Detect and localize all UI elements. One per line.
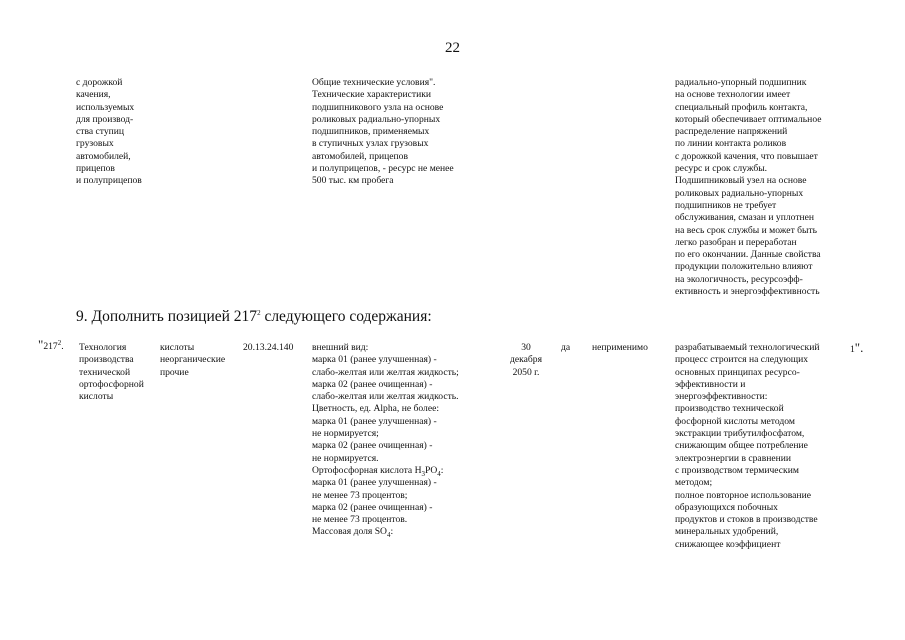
end-number: 1 — [850, 344, 855, 355]
text-line: производства — [79, 354, 134, 366]
text-line: неорганические — [160, 354, 226, 366]
text-line: слабо-желтая или желтая жидкость; — [312, 366, 459, 378]
flag-value: да — [561, 342, 571, 353]
text-line: подшипников не требует — [675, 199, 777, 211]
text-line: радиально-упорный подшипник — [675, 77, 807, 88]
text-line: кислоты — [160, 342, 195, 353]
text-line: процесс строится на следующих — [675, 354, 809, 366]
text-line: минеральных удобрений, — [675, 526, 779, 538]
text-line: автомобилей, — [76, 150, 131, 162]
page-number: 22 — [445, 40, 460, 56]
text-line: технической — [79, 366, 131, 378]
text-line: качения, — [76, 89, 111, 101]
text-line: с дорожкой — [76, 77, 123, 88]
heading-suffix: следующего содержания: — [260, 308, 432, 325]
text-line: 2050 г. — [512, 366, 540, 378]
technology-description — [675, 342, 820, 551]
text-line: на экологичность, ресурсоэфф- — [675, 273, 803, 285]
text-line: с производством термическим — [675, 464, 799, 476]
text-line: не менее 73 процентов; — [312, 489, 408, 501]
formula-prefix: Массовая доля SO — [312, 526, 387, 538]
text-line: роликовых радиально-упорных — [675, 187, 804, 199]
text-line: не нормируется; — [312, 428, 379, 440]
text-line: обслуживания, смазан и уплотнен — [675, 212, 815, 224]
formula-subscript: 4 — [387, 531, 391, 540]
text-line: специальный профиль контакта, — [675, 101, 808, 113]
text-line: по линии контакта роликов — [675, 138, 787, 150]
product-group — [160, 342, 225, 379]
text-line: и полуприцепов, - ресурс не менее — [312, 163, 454, 175]
top-col2-text — [312, 77, 454, 188]
text-line: Цветность, ед. Alpha, не более: — [312, 403, 440, 415]
formula-suffix: : — [440, 464, 444, 476]
heading-prefix: 9. Дополнить позицией 217 — [76, 308, 258, 325]
technology-name — [79, 342, 144, 403]
text-line: образующихся побочных — [675, 501, 778, 513]
text-line: прицепов — [76, 163, 115, 175]
text-line: в ступичных узлах грузовых — [312, 138, 429, 150]
text-line: фосфорной кислоты методом — [675, 415, 795, 427]
text-line: Технические характеристики — [312, 89, 432, 101]
opening-quote: " — [38, 337, 44, 352]
text-line: 500 тыс. км пробега — [312, 175, 394, 187]
text-line: 30 — [521, 342, 531, 353]
text-line: слабо-желтая или желтая жидкость. — [312, 391, 459, 403]
formula-suffix: : — [390, 526, 394, 538]
top-col1-text — [76, 77, 142, 188]
text-line: ства ступиц — [76, 126, 125, 138]
text-line: не менее 73 процентов. — [312, 514, 408, 526]
text-line: и полуприцепов — [76, 175, 142, 187]
deadline-date — [500, 342, 552, 379]
text-line: подшипникового узла на основе — [312, 101, 444, 113]
text-line: ективность и энергоэффективность — [675, 286, 820, 298]
text-line: эффективности и — [675, 378, 746, 390]
product-code: 20.13.24.140 — [243, 342, 294, 353]
heading-superscript: 2 — [257, 308, 261, 317]
end-marker — [850, 342, 863, 356]
formula-subscript: 4 — [437, 469, 441, 478]
text-line: продукции положительно влияют — [675, 261, 813, 273]
text-line: используемых — [76, 101, 135, 113]
text-line: с дорожкой качения, что повышает — [675, 150, 818, 162]
text-line-formula — [312, 465, 459, 477]
section-heading — [76, 308, 432, 326]
text-line-formula — [312, 526, 459, 538]
closing-quote: ". — [854, 340, 864, 355]
text-line: по его окончании. Данные свойства — [675, 249, 821, 261]
text-line: полное повторное использование — [675, 489, 811, 501]
text-line: экстракции трибутилфосфатом, — [675, 428, 805, 440]
text-line: Общие технические условия". — [312, 77, 436, 88]
product-specs — [312, 342, 459, 539]
text-line: не нормируется. — [312, 452, 379, 464]
text-line: производство технической — [675, 403, 784, 415]
position-number-value: 217 — [43, 341, 58, 352]
formula-prefix: Ортофосфорная кислота H — [312, 464, 422, 476]
text-line: прочие — [160, 366, 189, 378]
formula-mid: PO — [425, 464, 438, 476]
text-line: легко разобран и переработан — [675, 236, 797, 248]
text-line: ортофосфорной — [79, 378, 144, 390]
text-line: роликовых радиально-упорных — [312, 113, 441, 125]
text-line: энергоэффективности: — [675, 391, 768, 403]
text-line: распределение напряжений — [675, 126, 788, 138]
text-line: на весь срок службы и может быть — [675, 224, 818, 236]
text-line: внешний вид: — [312, 342, 369, 353]
text-line: грузовых — [76, 138, 114, 150]
text-line: Технология — [79, 342, 127, 353]
text-line: подшипников, применяемых — [312, 126, 430, 138]
text-line: марка 02 (ранее очищенная) - — [312, 378, 433, 390]
text-line: ресурс и срок службы. — [675, 163, 768, 175]
text-line: кислоты — [79, 391, 114, 403]
text-line: для производ- — [76, 113, 134, 125]
text-line: автомобилей, прицепов — [312, 150, 409, 162]
text-line: снижающим общее потребление — [675, 440, 808, 452]
formula-subscript: 3 — [421, 469, 426, 478]
text-line: на основе технологии имеет — [675, 89, 791, 101]
text-line: снижающее коэффициент — [675, 538, 781, 550]
position-number-suffix: . — [61, 341, 64, 352]
text-line: электроэнергии в сравнении — [675, 452, 792, 464]
position-number — [38, 339, 64, 353]
text-line: марка 01 (ранее улучшенная) - — [312, 477, 437, 489]
text-line: марка 02 (ранее очищенная) - — [312, 440, 433, 452]
text-line: методом; — [675, 477, 713, 489]
text-line: марка 01 (ранее улучшенная) - — [312, 354, 437, 366]
text-line: Подшипниковый узел на основе — [675, 175, 807, 187]
position-number-superscript: 2 — [57, 338, 62, 347]
text-line: декабря — [509, 354, 542, 366]
text-line: продуктов и стоков в производстве — [675, 514, 818, 526]
text-line: марка 01 (ранее улучшенная) - — [312, 415, 437, 427]
top-col3-text — [675, 77, 822, 298]
text-line: который обеспечивает оптимальное — [675, 113, 822, 125]
text-line: разрабатываемый технологический — [675, 342, 820, 353]
text-line: основных принципах ресурсо- — [675, 366, 800, 378]
applicability-value: неприменимо — [592, 342, 648, 353]
text-line: марка 02 (ранее очищенная) - — [312, 501, 433, 513]
